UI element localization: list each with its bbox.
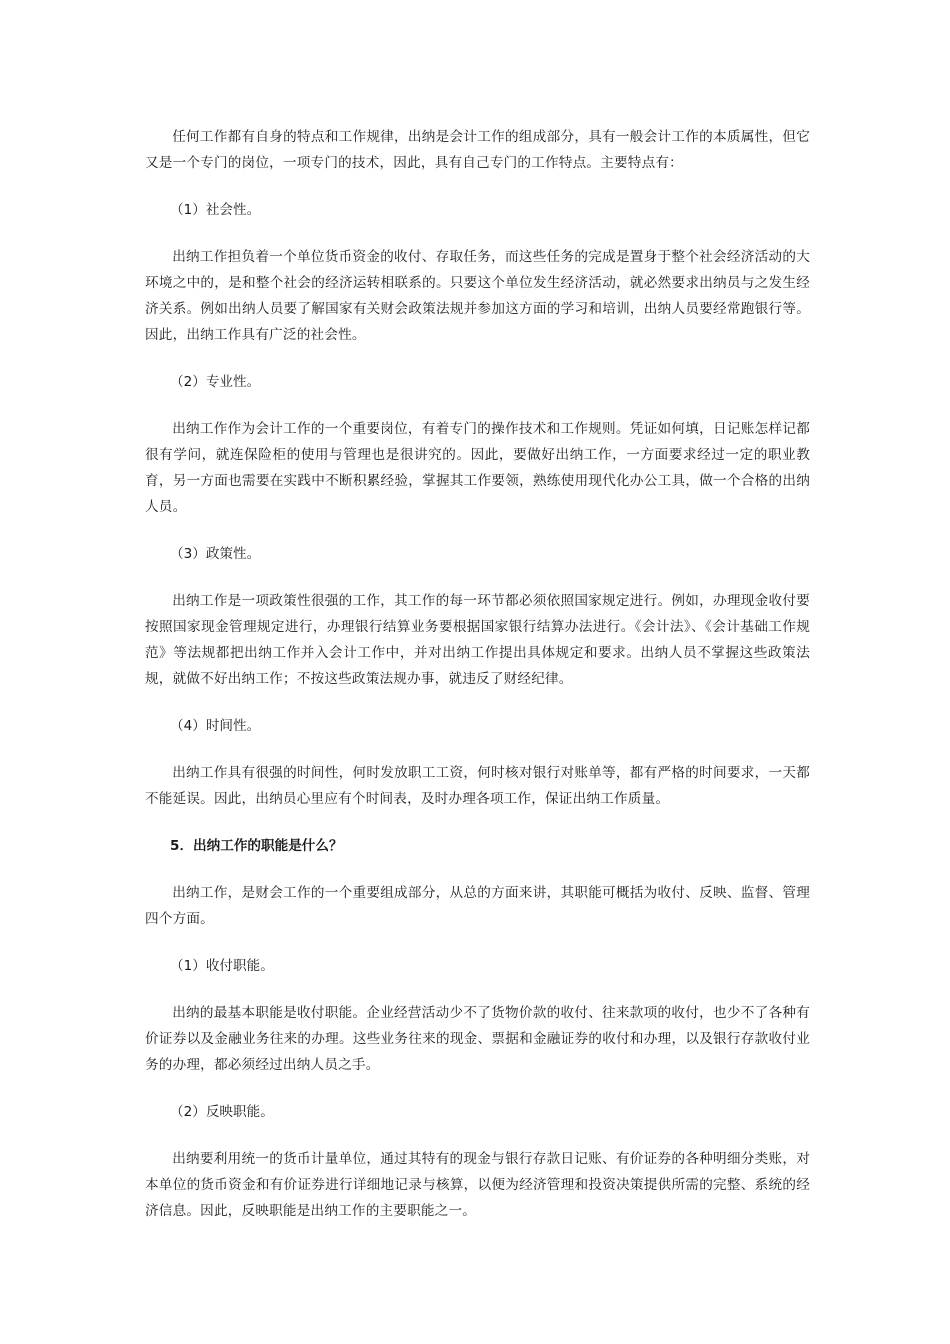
- paragraph-social: 出纳工作担负着一个单位货币资金的收付、存取任务，而这些任务的完成是置身于整个社会经济活动的大环境之中的，是和整个社会的经济运转相联系的。只要这个单位发生经济活动，就必然要求出纳员与之发生经济关系。例如出纳人员要了解国家有关财会政策法规并参加这方面的学习和培训，出纳人员要经常跑银行等。因此，出纳工作具有广泛的社会性。: [145, 249, 810, 343]
- subheading-policy: （3）政策性。: [170, 546, 261, 562]
- subheading-professional: （2）专业性。: [170, 374, 261, 390]
- paragraph-functions-overview: 出纳工作，是财会工作的一个重要组成部分，从总的方面来讲，其职能可概括为收付、反映、监督、管理四个方面。: [145, 885, 810, 927]
- document-body: [145, 124, 810, 1224]
- subheading-reflection: （2）反映职能。: [170, 1104, 274, 1120]
- subheading-receipt-payment: （1）收付职能。: [170, 958, 274, 974]
- paragraph-receipt-payment: 出纳的最基本职能是收付职能。企业经营活动少不了货物价款的收付、往来款项的收付，也少不了各种有价证券以及金融业务往来的办理。这些业务往来的现金、票据和金融证券的收付和办理，以及银行存款收付业务的办理，都必须经过出纳人员之手。: [145, 1005, 810, 1073]
- subheading-timeliness: （4）时间性。: [170, 718, 261, 734]
- paragraph-intro: 任何工作都有自身的特点和工作规律，出纳是会计工作的组成部分，具有一般会计工作的本质属性，但它又是一个专门的岗位，一项专门的技术，因此，具有自己专门的工作特点。主要特点有：: [145, 129, 810, 171]
- paragraph-reflection: 出纳要利用统一的货币计量单位，通过其特有的现金与银行存款日记账、有价证券的各种明细分类账，对本单位的货币资金和有价证券进行详细地记录与核算，以便为经济管理和投资决策提供所需的完整、系统的经济信息。因此，反映职能是出纳工作的主要职能之一。: [145, 1151, 810, 1219]
- paragraph-policy: 出纳工作是一项政策性很强的工作，其工作的每一环节都必须依照国家规定进行。例如，办理现金收付要按照国家现金管理规定进行，办理银行结算业务要根据国家银行结算办法进行。《会计法》、《会计基础工作规范》等法规都把出纳工作并入会计工作中，并对出纳工作提出具体规定和要求。出纳人员不掌握这些政策法规，就做不好出纳工作；不按这些政策法规办事，就违反了财经纪律。: [145, 593, 810, 687]
- paragraph-professional: 出纳工作作为会计工作的一个重要岗位，有着专门的操作技术和工作规则。凭证如何填，日记账怎样记都很有学问，就连保险柜的使用与管理也是很讲究的。因此，要做好出纳工作，一方面要求经过一定的职业教育，另一方面也需要在实践中不断积累经验，掌握其工作要领，熟练使用现代化办公工具，做一个合格的出纳人员。: [145, 421, 810, 515]
- section-heading-functions: 5．出纳工作的职能是什么？: [170, 838, 343, 854]
- subheading-social: （1）社会性。: [170, 202, 261, 218]
- paragraph-timeliness: 出纳工作具有很强的时间性，何时发放职工工资，何时核对银行对账单等，都有严格的时间要求，一天都不能延误。因此，出纳员心里应有个时间表，及时办理各项工作，保证出纳工作质量。: [145, 765, 810, 807]
